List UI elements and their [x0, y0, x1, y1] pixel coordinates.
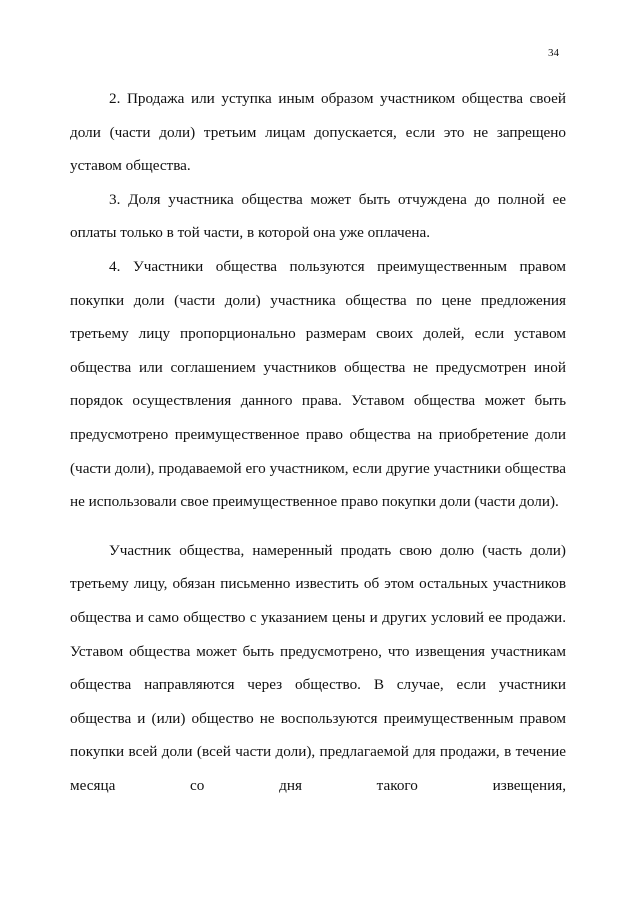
- document-body: [70, 82, 566, 802]
- page-number: 34: [548, 47, 559, 59]
- paragraph-3-alienation-of-share: 3. Доля участника общества может быть отчуждена до полной ее оплаты только в той части, в которой она уже оплачена.: [70, 190, 566, 242]
- paragraph-2-sale-of-share: 2. Продажа или уступка иным образом участником общества своей доли (части доли) третьим лицам допускается, если это не запрещено уставом общества.: [70, 90, 566, 175]
- paragraph-notification-of-sale: Участник общества, намеренный продать свою долю (часть доли) третьему лицу, обязан письменно известить об этом остальных участников общества и само общество с указанием цены и других условий ее продажи. Уставом общества может быть предусмотрено, что извещения участникам общества направляются через общество. В случае, если участники общества и (или) общество не воспользуются преимущественным правом покупки всей доли (всей части доли), предлагаемой для продажи, в течение месяца со дня такого извещения,: [70, 541, 566, 794]
- paragraph-4-preemptive-right: 4. Участники общества пользуются преимущественным правом покупки доли (части доли) участника общества по цене предложения третьему лицу пропорционально размерам своих долей, если уставом общества или соглашением участников общества не предусмотрен иной порядок осуществления данного права. Уставом общества может быть предусмотрено преимущественное право общества на приобретение доли (части доли), продаваемой его участником, если другие участники общества не использовали свое преимущественное право покупки доли (части доли).: [70, 257, 566, 511]
